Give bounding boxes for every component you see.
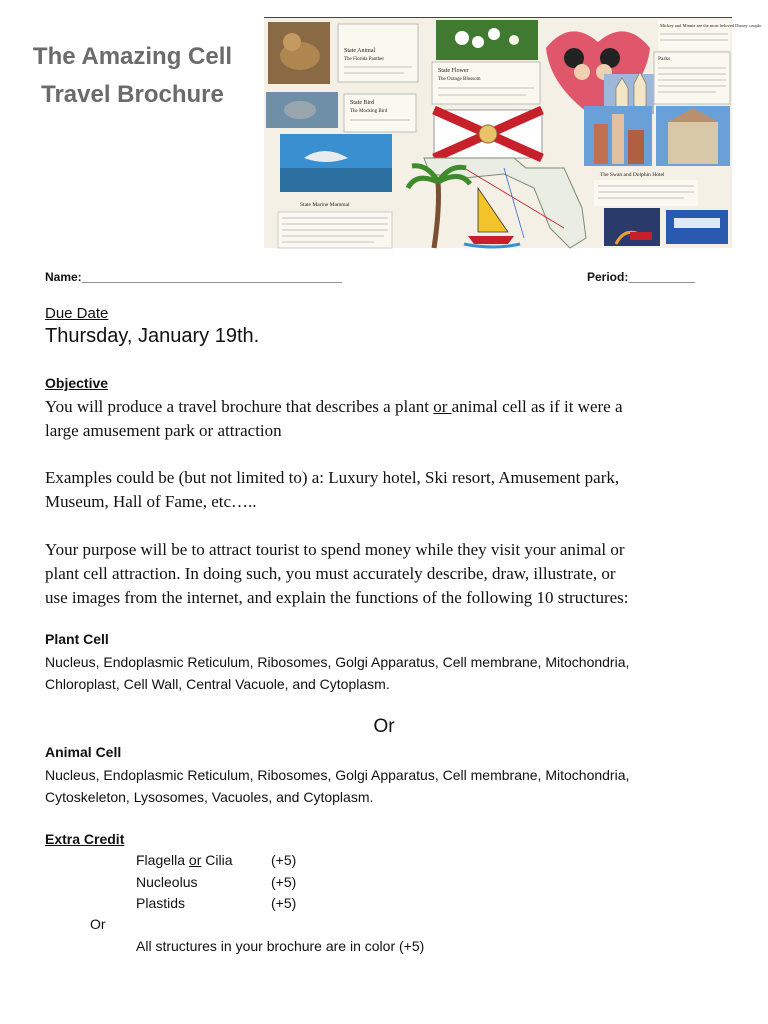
objective-line-2: large amusement park or attraction xyxy=(45,421,282,440)
extra-credit-color-line: All structures in your brochure are in color (+5) xyxy=(136,938,425,954)
examples-text xyxy=(45,466,735,514)
fireworks-photo xyxy=(604,208,660,246)
state-bird-caption: State Bird xyxy=(350,100,375,106)
purpose-text xyxy=(45,538,735,610)
name-field[interactable]: Name:_______________________________________ xyxy=(45,270,342,284)
animal-cell-line-1: Nucleus, Endoplasmic Reticulum, Ribosomes, Golgi Apparatus, Cell membrane, Mitochondria, xyxy=(45,767,630,783)
plant-cell-heading: Plant Cell xyxy=(45,631,109,647)
examples-line-2: Museum, Hall of Fame, etc….. xyxy=(45,492,257,511)
objective-or: or xyxy=(433,397,452,416)
orange-blossom-photo xyxy=(436,20,538,60)
extra-credit-item-flagella: Flagella or Cilia xyxy=(136,852,233,868)
state-animal-caption-2: The Florida Panther xyxy=(344,57,384,62)
sailboat-icon xyxy=(478,188,508,232)
character-note: Mickey and Minnie are the most beloved Disney couple. xyxy=(660,23,763,28)
purpose-line-2: plant cell attraction. In doing such, you must accurately describe, draw, illustrate, or xyxy=(45,564,616,583)
palm-tree-icon xyxy=(434,182,439,248)
animal-cell-heading: Animal Cell xyxy=(45,744,122,760)
extra-credit-or: Or xyxy=(90,916,106,932)
extra-credit-points-nucleolus: (+5) xyxy=(271,874,297,890)
due-date-label: Due Date xyxy=(45,305,109,322)
objective-line-1: You will produce a travel brochure that describes a plant or animal cell as if it were a xyxy=(45,397,623,416)
animal-cell-structures xyxy=(45,764,735,808)
extra-credit-item-nucleolus: Nucleolus xyxy=(136,874,198,890)
purpose-line-3: use images from the internet, and explain the functions of the following 10 structures: xyxy=(45,588,629,607)
state-animal-caption: State Animal xyxy=(344,48,376,54)
state-bird-caption-2: The Mocking Bird xyxy=(350,109,388,114)
extra-credit-points-flagella: (+5) xyxy=(271,852,297,868)
marine-mammal-caption: State Marine Mammal xyxy=(300,202,350,208)
state-flower-caption: State Flower xyxy=(438,68,469,74)
examples-line-1: Examples could be (but not limited to) a: Luxury hotel, Ski resort, Amusement park, xyxy=(45,468,620,487)
title-line-1: The Amazing Cell xyxy=(32,43,233,70)
purpose-line-1: Your purpose will be to attract tourist to spend money while they visit your animal or xyxy=(45,540,625,559)
objective-heading: Objective xyxy=(45,375,109,391)
collage-artwork xyxy=(264,18,763,248)
extra-credit-item-plastids: Plastids xyxy=(136,895,186,911)
plant-cell-structures xyxy=(45,651,735,695)
page-title xyxy=(20,38,245,114)
or-divider: Or xyxy=(373,716,395,737)
period-field[interactable]: Period:__________ xyxy=(587,270,696,284)
plant-cell-line-2: Chloroplast, Cell Wall, Central Vacuole, and Cytoplasm. xyxy=(45,676,390,692)
parks-caption: Parks xyxy=(658,56,671,62)
state-flower-caption-2: The Orange Blossom xyxy=(438,77,481,82)
extra-credit-points-plastids: (+5) xyxy=(271,895,297,911)
due-date-value: Thursday, January 19th. xyxy=(45,325,260,347)
florida-brochure-collage xyxy=(264,17,763,248)
animal-cell-line-2: Cytoskeleton, Lysosomes, Vacuoles, and Cytoplasm. xyxy=(45,789,374,805)
extra-credit-heading: Extra Credit xyxy=(45,831,125,847)
hotel-caption: The Swan and Dolphin Hotel xyxy=(600,172,665,178)
objective-text xyxy=(45,395,735,443)
title-line-2: Travel Brochure xyxy=(41,81,224,108)
plant-cell-line-1: Nucleus, Endoplasmic Reticulum, Ribosomes, Golgi Apparatus, Cell membrane, Mitochondria, xyxy=(45,654,630,670)
